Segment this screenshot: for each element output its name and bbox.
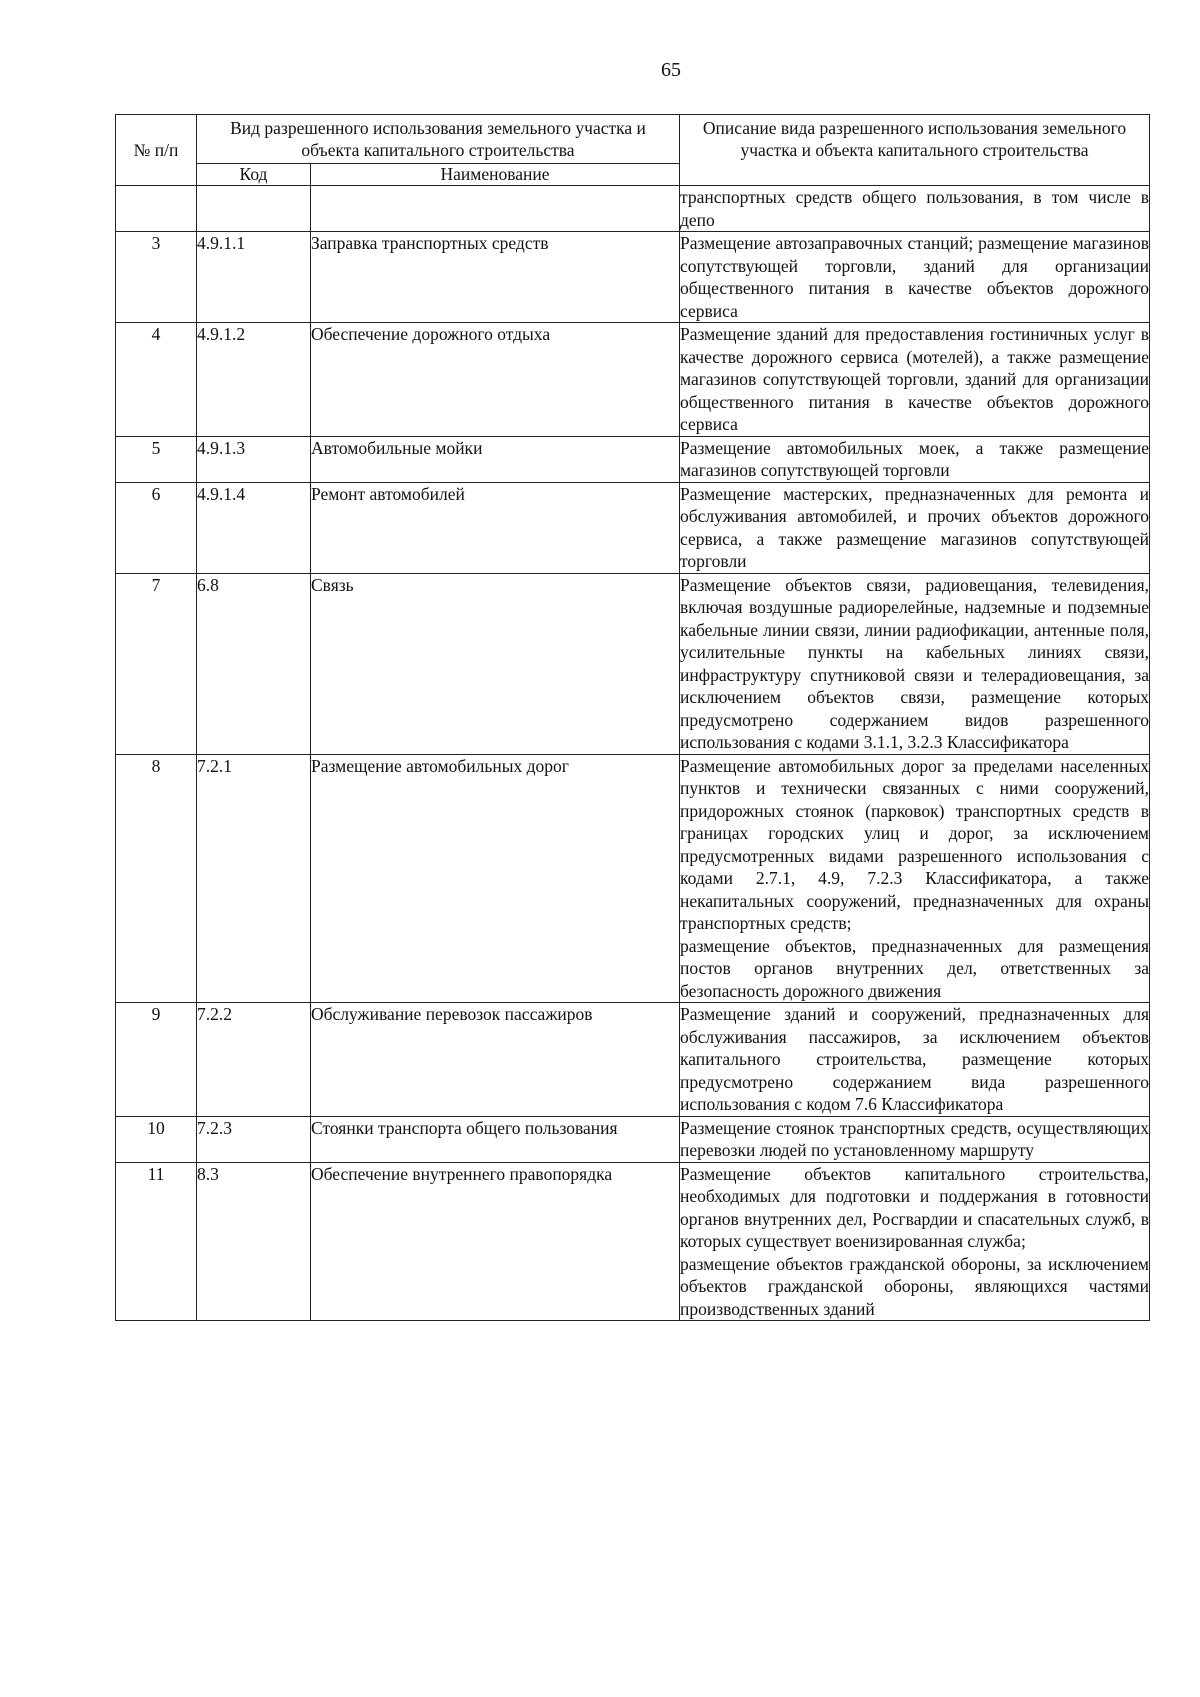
description-paragraph: Размещение автомобильных моек, а также размещение магазинов сопутствующей торговли	[680, 437, 1149, 480]
row-code: 6.8	[197, 573, 311, 754]
header-name: Наименование	[311, 164, 680, 186]
description-paragraph: Размещение зданий для предоставления гостиничных услуг в качестве дорожного сервиса (мотелей), а также размещение магазинов сопутствующей торговли, зданий для организации общественного питания в качестве объектов дорожного сервиса	[680, 324, 1149, 434]
row-description	[680, 754, 1150, 1003]
row-name: Обеспечение внутреннего правопорядка	[311, 1162, 680, 1321]
row-code: 8.3	[197, 1162, 311, 1321]
row-description	[680, 1162, 1150, 1321]
row-number: 4	[116, 323, 197, 437]
description-paragraph: Размещение автозаправочных станций; размещение магазинов сопутствующей торговли, зданий для организации общественного питания в качестве объектов дорожного сервиса	[680, 233, 1149, 321]
row-description	[680, 1116, 1150, 1162]
row-name	[311, 186, 680, 232]
header-group: Вид разрешенного использования земельного участка и объекта капитального строительства	[197, 115, 680, 164]
row-code: 4.9.1.3	[197, 436, 311, 482]
row-name: Связь	[311, 573, 680, 754]
description-paragraph: размещение объектов гражданской обороны, за исключением объектов гражданской обороны, являющихся частями производственных зданий	[680, 1253, 1149, 1319]
row-number: 10	[116, 1116, 197, 1162]
row-name: Стоянки транспорта общего пользования	[311, 1116, 680, 1162]
row-code	[197, 186, 311, 232]
header-description: Описание вида разрешенного использования земельного участка и объекта капитального строительства	[680, 115, 1150, 186]
row-description	[680, 573, 1150, 754]
table-row	[116, 323, 1150, 437]
row-code: 4.9.1.1	[197, 232, 311, 323]
table-row	[116, 186, 1150, 232]
row-number: 11	[116, 1162, 197, 1321]
row-code: 7.2.1	[197, 754, 311, 1003]
table-row	[116, 1116, 1150, 1162]
page-number: 65	[661, 59, 681, 81]
land-use-table	[115, 114, 1150, 1321]
row-number: 3	[116, 232, 197, 323]
table-row	[116, 754, 1150, 1003]
description-paragraph: размещение объектов, предназначенных для размещения постов органов внутренних дел, ответственных за безопасность дорожного движения	[680, 935, 1149, 1001]
row-name: Ремонт автомобилей	[311, 482, 680, 573]
row-number: 8	[116, 754, 197, 1003]
row-code: 7.2.2	[197, 1003, 311, 1117]
table-row	[116, 573, 1150, 754]
description-paragraph: Размещение мастерских, предназначенных для ремонта и обслуживания автомобилей, и прочих объектов дорожного сервиса, а также размещение магазинов сопутствующей торговли	[680, 483, 1149, 571]
row-name: Обслуживание перевозок пассажиров	[311, 1003, 680, 1117]
row-description	[680, 323, 1150, 437]
row-number	[116, 186, 197, 232]
header-code: Код	[197, 164, 311, 186]
row-name: Обеспечение дорожного отдыха	[311, 323, 680, 437]
table-row	[116, 1162, 1150, 1321]
row-number: 5	[116, 436, 197, 482]
row-description	[680, 1003, 1150, 1117]
row-description	[680, 482, 1150, 573]
description-paragraph: Размещение стоянок транспортных средств, осуществляющих перевозки людей по установленному маршруту	[680, 1117, 1149, 1160]
row-number: 9	[116, 1003, 197, 1117]
description-paragraph: транспортных средств общего пользования, в том числе в депо	[680, 187, 1149, 230]
table-body	[116, 186, 1150, 1321]
row-name: Автомобильные мойки	[311, 436, 680, 482]
table-row	[116, 436, 1150, 482]
row-description	[680, 436, 1150, 482]
row-name: Размещение автомобильных дорог	[311, 754, 680, 1003]
row-description	[680, 232, 1150, 323]
row-name: Заправка транспортных средств	[311, 232, 680, 323]
description-paragraph: Размещение зданий и сооружений, предназначенных для обслуживания пассажиров, за исключением объектов капитального строительства, размещение которых предусмотрено содержанием вида разрешенного использования с кодом 7.6 Классификатора	[680, 1004, 1149, 1114]
description-paragraph: Размещение объектов связи, радиовещания, телевидения, включая воздушные радиорелейные, надземные и подземные кабельные линии связи, линии радиофикации, антенные поля, усилительные пункты на кабельных линиях связи, инфраструктуру спутниковой связи и телерадиовещания, за исключением объектов связи, размещение которых предусмотрено содержанием видов разрешенного использования с кодами 3.1.1, 3.2.3 Классификатора	[680, 574, 1149, 752]
row-number: 7	[116, 573, 197, 754]
header-num: № п/п	[116, 115, 197, 186]
row-code: 7.2.3	[197, 1116, 311, 1162]
row-number: 6	[116, 482, 197, 573]
description-paragraph: Размещение автомобильных дорог за пределами населенных пунктов и технически связанных с ними сооружений, придорожных стоянок (парковок) транспортных средств в границах городских улиц и дорог, за исключением предусмотренных видами разрешенного использования с кодами 2.7.1, 4.9, 7.2.3 Классификатора, а также некапитальных сооружений, предназначенных для охраны транспортных средств;	[680, 755, 1149, 933]
description-paragraph: Размещение объектов капитального строительства, необходимых для подготовки и поддержания в готовности органов внутренних дел, Росгвардии и спасательных служб, в которых существует военизированная служба;	[680, 1163, 1149, 1251]
row-code: 4.9.1.2	[197, 323, 311, 437]
table-row	[116, 232, 1150, 323]
table-row	[116, 482, 1150, 573]
row-description	[680, 186, 1150, 232]
table-header	[116, 115, 1150, 186]
table-row	[116, 1003, 1150, 1117]
row-code: 4.9.1.4	[197, 482, 311, 573]
